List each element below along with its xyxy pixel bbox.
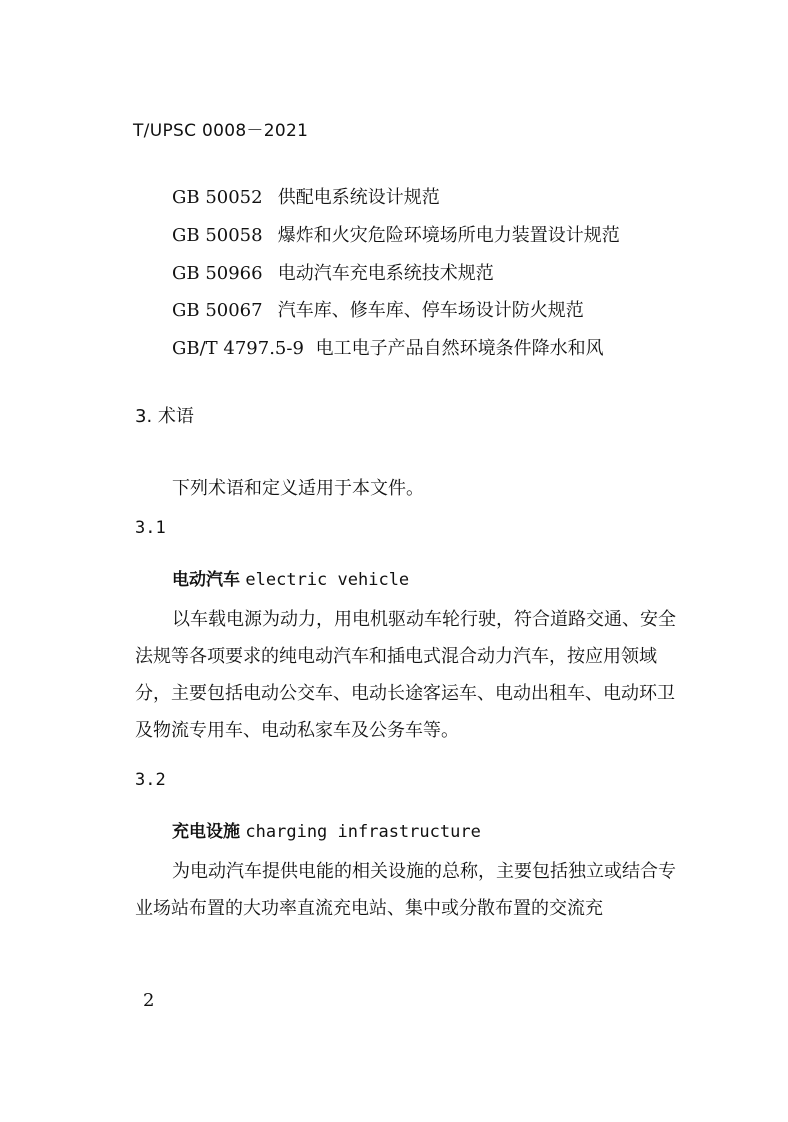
reference-code: GB 50058 bbox=[172, 225, 263, 246]
term-heading bbox=[172, 565, 409, 590]
reference-item bbox=[172, 183, 440, 209]
term-heading bbox=[172, 817, 481, 842]
reference-item bbox=[172, 221, 620, 247]
reference-title: 汽车库、修车库、停车场设计防火规范 bbox=[277, 300, 584, 321]
term-english: charging infrastructure bbox=[245, 822, 481, 842]
reference-title: 供配电系统设计规范 bbox=[277, 187, 440, 208]
term-chinese: 电动汽车 bbox=[172, 570, 240, 590]
term-definition: 以车载电源为动力，用电机驱动车轮行驶，符合道路交通、安全法规等各项要求的纯电动汽车和插电式混合动力汽车，按应用领域分，主要包括电动公交车、电动长途客运车、电动出租车、电动环卫及物流专用车、电动私家车及公务车等。 bbox=[135, 609, 676, 741]
section-heading: 3. 术语 bbox=[135, 406, 194, 427]
term-number: 3.2 bbox=[135, 770, 166, 790]
term-chinese: 充电设施 bbox=[172, 822, 240, 842]
reference-code: GB 50966 bbox=[172, 263, 263, 284]
term-number: 3.1 bbox=[135, 518, 166, 538]
reference-title: 爆炸和火灾危险环境场所电力装置设计规范 bbox=[277, 225, 620, 246]
reference-item bbox=[172, 334, 604, 360]
section-intro: 下列术语和定义适用于本文件。 bbox=[172, 478, 424, 499]
term-english: electric vehicle bbox=[245, 570, 410, 590]
document-header: T/UPSC 0008－2021 bbox=[133, 121, 309, 141]
reference-title: 电动汽车充电系统技术规范 bbox=[277, 263, 494, 284]
reference-title: 电工电子产品自然环境条件降水和风 bbox=[315, 338, 604, 359]
page-number: 2 bbox=[143, 990, 155, 1011]
reference-item bbox=[172, 259, 494, 285]
reference-code: GB/T 4797.5-9 bbox=[172, 338, 304, 359]
reference-code: GB 50052 bbox=[172, 187, 263, 208]
term-definition: 为电动汽车提供电能的相关设施的总称，主要包括独立或结合专业场站布置的大功率直流充电站、集中或分散布置的交流充 bbox=[135, 861, 676, 919]
reference-code: GB 50067 bbox=[172, 300, 263, 321]
reference-item bbox=[172, 296, 584, 322]
